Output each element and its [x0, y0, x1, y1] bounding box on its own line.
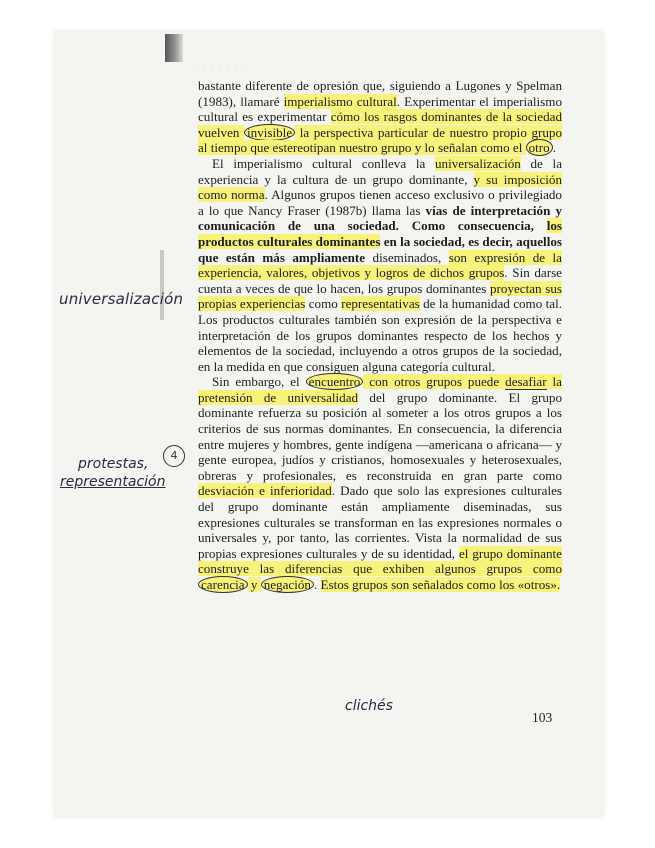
paragraph [198, 156, 562, 374]
page-number: 103 [532, 710, 553, 725]
text-run: bastante diferente de opresión que, siguiendo a Lugones y Spelman (1983), llamaré [198, 78, 562, 109]
binding-shadow [165, 34, 183, 62]
margin-note-protestas: protestas, [78, 456, 149, 472]
text-run: Como consecuencia, [411, 218, 547, 234]
highlighted-text: el grupo dominante construye las diferencias que exhiben algunos grupos como [198, 545, 562, 577]
paragraph [198, 374, 562, 592]
text-run: del grupo dominante. El grupo dominante refuerza su posición al someter a los otros grupos a los criterios de sus normas dominantes. En consecuencia, la diferencia entre mujeres y hombres, gente indígena —americana o africana— y gente europea, judíos y cristianos, homosexuales y heterosexuales, obreras y profesionales, es reconstruida en gran parte como [198, 389, 562, 483]
text-run: . Experimentar el imperialismo cultural es experimentar [198, 93, 563, 125]
text-run: . Algunos grupos tienen acceso exclusivo o privilegiado a lo que Nancy Fraser (1987b) llama las [198, 187, 562, 218]
text-run: . [552, 140, 556, 156]
highlighted-text: y su imposición como norma [198, 171, 562, 203]
highlighted-text: negación [261, 576, 314, 593]
highlighted-text: con otros grupos puede [363, 374, 506, 390]
bottom-note-cliches: clichés [345, 698, 393, 714]
text-run: de la experiencia y la cultura de un grupo dominante, [198, 155, 563, 187]
text-run: Sin embargo, el [212, 374, 306, 390]
highlighted-text: la pretensión de universalidad [198, 374, 562, 405]
text-run: . Dado que solo las expresiones culturales del grupo dominante están ampliamente diseminadas, sus expresiones culturales se transforman en las expresiones normales o universales y, por tanto, las corrientes. Vista la normalidad de sus propias expresiones culturales y de su identidad, [198, 483, 562, 561]
highlighted-text: carencia [198, 576, 248, 593]
highlighted-text: Estos grupos son señalados como los «otros». [320, 577, 561, 592]
highlighted-text: encuentro [306, 373, 364, 390]
highlighted-text: imperialismo cultural [283, 93, 397, 109]
highlighted-text: los productos culturales dominantes [198, 218, 562, 249]
text-run [399, 218, 412, 233]
text-run: como [305, 296, 342, 312]
highlighted-text: proyectan sus propias experiencias [198, 280, 562, 312]
highlighted-text: cómo los rasgos dominantes de la sociedad vuelven [198, 109, 563, 140]
text-run: de la humanidad como tal. Los productos culturales también son expresión de la perspectiva e interpretación de los grupos dominantes respecto de los hechos y elementos de la sociedad, incluyendo a otros grupos de la sociedad, en la medida en que consiguen alguna categoría cultural. [198, 296, 563, 374]
margin-shade [160, 250, 164, 320]
margin-note-universalizacion: universalización [59, 290, 184, 308]
margin-note-representacion: representación [60, 474, 166, 490]
margin-marker: 4 [163, 445, 185, 467]
highlighted-text: la perspectiva particular de nuestro propio grupo al tiempo que estereotipan nuestro grupo y lo señalan como el [198, 124, 562, 156]
highlighted-text: son expresión de la experiencia, valores, objetivos y logros de dichos grupos [198, 249, 562, 281]
bleed-through-text: · · · · · · · [195, 62, 245, 77]
text-run: vías de interpretación y comunicación de una sociedad. [198, 202, 562, 234]
highlighted-text: representativas [341, 296, 420, 312]
paragraph [198, 78, 562, 156]
body-text [198, 78, 562, 593]
text-run: El imperialismo cultural conlleva la [212, 155, 435, 171]
highlighted-text: desviación e inferioridad [198, 483, 332, 499]
highlighted-text: y [247, 577, 261, 592]
text-run: diseminados, [365, 249, 449, 265]
text-run: en la sociedad, es decir, aquellos que están más ampliamente [198, 233, 562, 265]
highlighted-text: otro [526, 139, 553, 156]
text-run: . [313, 577, 321, 592]
highlighted-text: invisible [244, 124, 295, 141]
text-run: . Sin darse cuenta a veces de que lo hacen, los grupos dominantes [198, 265, 562, 296]
highlighted-text: desafiar [505, 374, 547, 390]
highlighted-text: universalización [435, 155, 521, 171]
